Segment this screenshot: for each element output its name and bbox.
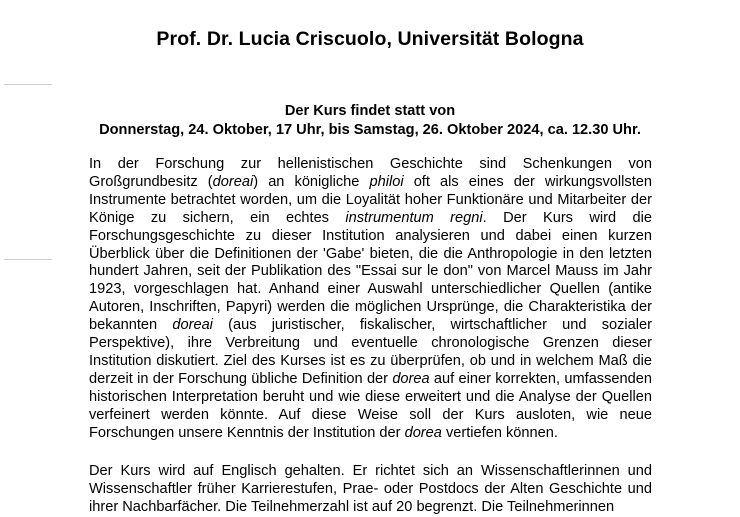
course-info: [89, 463, 652, 517]
paragraph-2: Der Kurs wird auf Englisch gehalten. Er richtet sich an Wissenschaftlerinnen und Wissenschaftler früher Karrierestufen, Prae- oder Postdocs der Alten Geschichte und ihrer Nachbarfächer. Die Teilnehmerzahl ist auf 20 begrenzt. Die Teilnehmerinnen: [89, 463, 652, 515]
term-instrumentum-regni: instrumentum regni: [345, 209, 483, 226]
course-description: [89, 156, 652, 443]
dates-intro: Der Kurs findet statt von: [284, 103, 456, 119]
text-run: (aus juristischer, fiskalischer, wirtschaftlicher und sozialer Perspektive), ihre Verbreitung und eventuelle chronologische Grenzen dieser Institution diskutiert. Ziel des Kurses ist es zu überprüfen, ob und in welchem Maß die derzeit in der Forschung übliche Definition der: [89, 317, 652, 387]
term-doreai: doreai: [212, 173, 254, 190]
term-philoi: philoi: [369, 173, 404, 190]
course-dates: [0, 102, 740, 139]
term-dorea: dorea: [404, 424, 442, 441]
term-doreai: doreai: [172, 317, 213, 334]
term-dorea: dorea: [392, 370, 430, 387]
dates-range: Donnerstag, 24. Oktober, 17 Uhr, bis Samstag, 26. Oktober 2024, ca. 12.30 Uhr.: [99, 121, 641, 138]
margin-divider-middle: [4, 259, 52, 260]
text-run: In der Forschung zur hellenistischen Geschichte sind Schenkungen von Großgrundbesitz (: [89, 156, 652, 190]
text-run: ) an königliche: [253, 173, 370, 190]
paragraph-1: [89, 156, 652, 443]
text-run: oft als eines der wirkungsvollsten Instrumente betrachtet worden, um die Loyalität hoher Funktionäre und Mitarbeiter der Könige zu sichern, ein echtes: [89, 173, 652, 226]
text-run: auf einer korrekten, umfassenden historischen Interpretation beruht und wie diese erweitert und die Analyse der Quellen verfeinert werden könnte. Auf diese Weise soll der Kurs ausloten, wie neue Forschungen unsere Kenntnis der Institution der: [89, 370, 652, 441]
text-run: . Der Kurs wird die Forschungsgeschichte zu dieser Institution analysieren und dabei einen kurzen Überblick über die Definitionen der 'Gabe' bieten, die die Anthropologie in den letzten hundert Jahren, seit der Publikation des "Essai sur le don" von Marcel Mauss im Jahr 1923, vorgeschlagen hat. Anhand einer Auswahl unterschiedlicher Quellen (antike Autoren, Inschriften, Papyri) werden die möglichen Ursprünge, die Charakteristika der bekannten: [89, 209, 652, 334]
page-title: Prof. Dr. Lucia Criscuolo, Universität Bologna: [156, 28, 584, 50]
text-run: vertiefen können.: [441, 424, 558, 441]
margin-divider-top: [4, 84, 52, 85]
